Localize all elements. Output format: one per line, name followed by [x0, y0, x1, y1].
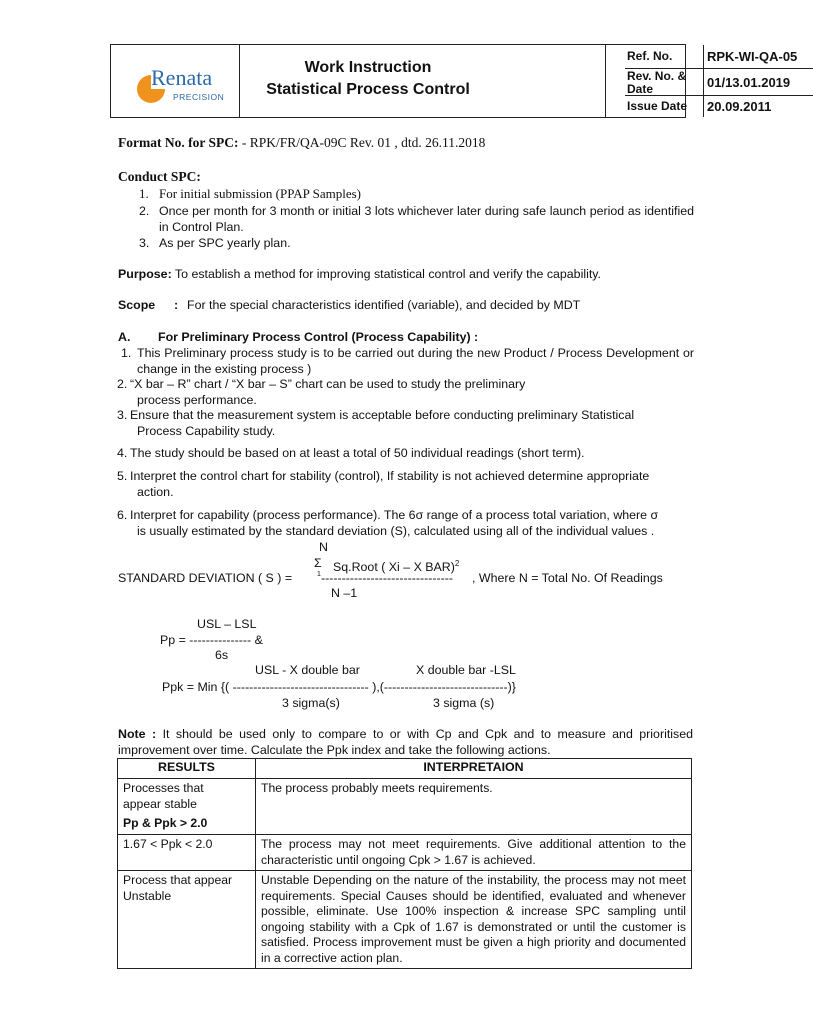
ppk-denominator-2: 3 sigma (s)	[433, 696, 495, 710]
a-item-3-line2: Process Capability study.	[137, 424, 276, 438]
interpretation-cell: Unstable Depending on the nature of the instability, the process may not meet requirements. Special Causes should be identified, evaluated and whenever possible, eliminate. Use 100% inspection & increase SPC sampling until ongoing stability with a Cpk of 1.67 is demonstrated or until the customer is satisfied. Process improvement must be given a high priority and documented in a corrective action plan.	[256, 871, 692, 969]
conduct-item-2: Once per month for 3 month or initial 3 lots whichever later during safe launch period as identified in Control Plan.	[159, 204, 694, 234]
ppk-numerator-2: X double bar -LSL	[416, 663, 516, 677]
scope-colon: :	[174, 298, 179, 312]
ppk-line: Ppk = Min {( --------------------------------- ),(------------------------------)}	[162, 680, 516, 694]
issue-label: Issue Date	[627, 99, 688, 113]
issue-value: 20.09.2011	[707, 99, 772, 114]
ref-row	[625, 45, 813, 69]
conduct-item-1: For initial submission (PPAP Samples)	[159, 186, 362, 201]
a-item-1: This Preliminary process study is to be carried out during the new Product / Process Development or change in the existing process )	[137, 346, 694, 376]
rev-value: 01/13.01.2019	[707, 75, 791, 90]
header-interpretation: INTERPRETAION	[256, 759, 692, 779]
a-num-1: 1.	[121, 346, 132, 360]
format-line: Format No. for SPC: - RPK/FR/QA-09C Rev. 01 , dtd. 26.11.2018	[118, 135, 486, 150]
logo-cell	[111, 45, 240, 117]
pp-denominator: 6s	[215, 648, 229, 662]
sd-where: , Where N = Total No. Of Readings	[472, 571, 663, 585]
a-num-4: 4.	[117, 446, 128, 460]
meta-block	[625, 45, 813, 117]
a-item-3-line1: Ensure that the measurement system is acceptable before conducting preliminary Statistical	[130, 408, 635, 422]
result-cell: Processes that appear stable Pp & Ppk > 2.0	[118, 779, 256, 835]
table-row	[118, 871, 692, 969]
doc-title-line1: Work Instruction	[304, 59, 432, 76]
conduct-num-3: 3.	[139, 236, 150, 250]
a-num-2: 2.	[117, 377, 128, 391]
a-num-6: 6.	[117, 508, 128, 522]
issue-row	[625, 96, 813, 117]
logo-sub: PRECISION	[173, 92, 225, 102]
a-item-6-line2: is usually estimated by the standard deviation (S), calculated using all of the individual values .	[137, 524, 655, 538]
a-item-6-line1: Interpret for capability (process performance). The 6σ range of a process total variation, where σ	[130, 508, 659, 522]
table-row	[118, 835, 692, 871]
ppk-denominator-1: 3 sigma(s)	[282, 696, 340, 710]
pp-numerator: USL – LSL	[197, 617, 257, 631]
rev-row	[625, 69, 813, 96]
sd-fraction-line: --------------------------------	[321, 571, 454, 585]
ref-value: RPK-WI-QA-05	[707, 49, 798, 64]
interpretation-cell: The process may not meet requirements. Give additional attention to the characteristic until ongoing Cpk > 1.67 is achieved.	[256, 835, 692, 871]
scope-text: For the special characteristics identified (variable), and decided by MDT	[187, 298, 581, 312]
result-cell: Process that appear Unstable	[118, 871, 256, 969]
a-num-3: 3.	[117, 408, 128, 422]
sd-n-top: N	[319, 540, 328, 554]
sd-label: STANDARD DEVIATION ( S ) =	[118, 571, 293, 585]
conduct-num-1: 1.	[139, 186, 149, 201]
a-item-2-line2: process performance.	[137, 393, 257, 407]
sd-one: 1	[317, 571, 321, 578]
purpose-line: Purpose: To establish a method for improving statistical control and verify the capability.	[118, 267, 601, 281]
results-table	[117, 758, 692, 969]
a-item-5-line2: action.	[137, 485, 174, 499]
section-a-letter: A.	[118, 330, 131, 344]
section-a-heading: For Preliminary Process Control (Process Capability) :	[158, 330, 479, 344]
note-paragraph: Note : It should be used only to compare to or with Cp and Cpk and to measure and prioritised improvement over time. Calculate the Ppk index and take the following actions.	[118, 727, 693, 757]
table-row	[118, 779, 692, 835]
result-cell: 1.67 < Ppk < 2.0	[118, 835, 256, 871]
a-item-2-line1: “X bar – R” chart / “X bar – S” chart can be used to study the preliminary	[130, 377, 526, 391]
conduct-item-3: As per SPC yearly plan.	[159, 236, 291, 250]
conduct-heading: Conduct SPC:	[118, 169, 201, 184]
a-num-5: 5.	[117, 469, 128, 483]
a-item-4: The study should be based on at least a total of 50 individual readings (short term).	[130, 446, 585, 460]
pp-line: Pp = --------------- &	[160, 633, 263, 647]
ppk-numerator-1: USL - X double bar	[255, 663, 360, 677]
table-header-row	[118, 759, 692, 779]
sd-denominator: N –1	[331, 586, 358, 600]
conduct-num-2: 2.	[139, 204, 150, 218]
logo-brand: Renata	[151, 65, 213, 90]
ref-label: Ref. No.	[627, 49, 673, 63]
sd-sigma-symbol: Σ	[314, 556, 322, 570]
scope-label: Scope	[118, 298, 156, 312]
header-results: RESULTS	[118, 759, 256, 779]
a-item-5-line1: Interpret the control chart for stability (control), If stability is not achieved determine appropriate	[130, 469, 650, 483]
doc-title-line2: Statistical Process Control	[266, 81, 470, 98]
rev-label: Rev. No. & Date	[627, 69, 687, 96]
interpretation-cell: The process probably meets requirements.	[256, 779, 692, 835]
title-cell	[239, 45, 798, 117]
document-header	[110, 44, 798, 118]
sd-numerator: Sq.Root ( Xi – X BAR)$^2$	[333, 559, 460, 575]
